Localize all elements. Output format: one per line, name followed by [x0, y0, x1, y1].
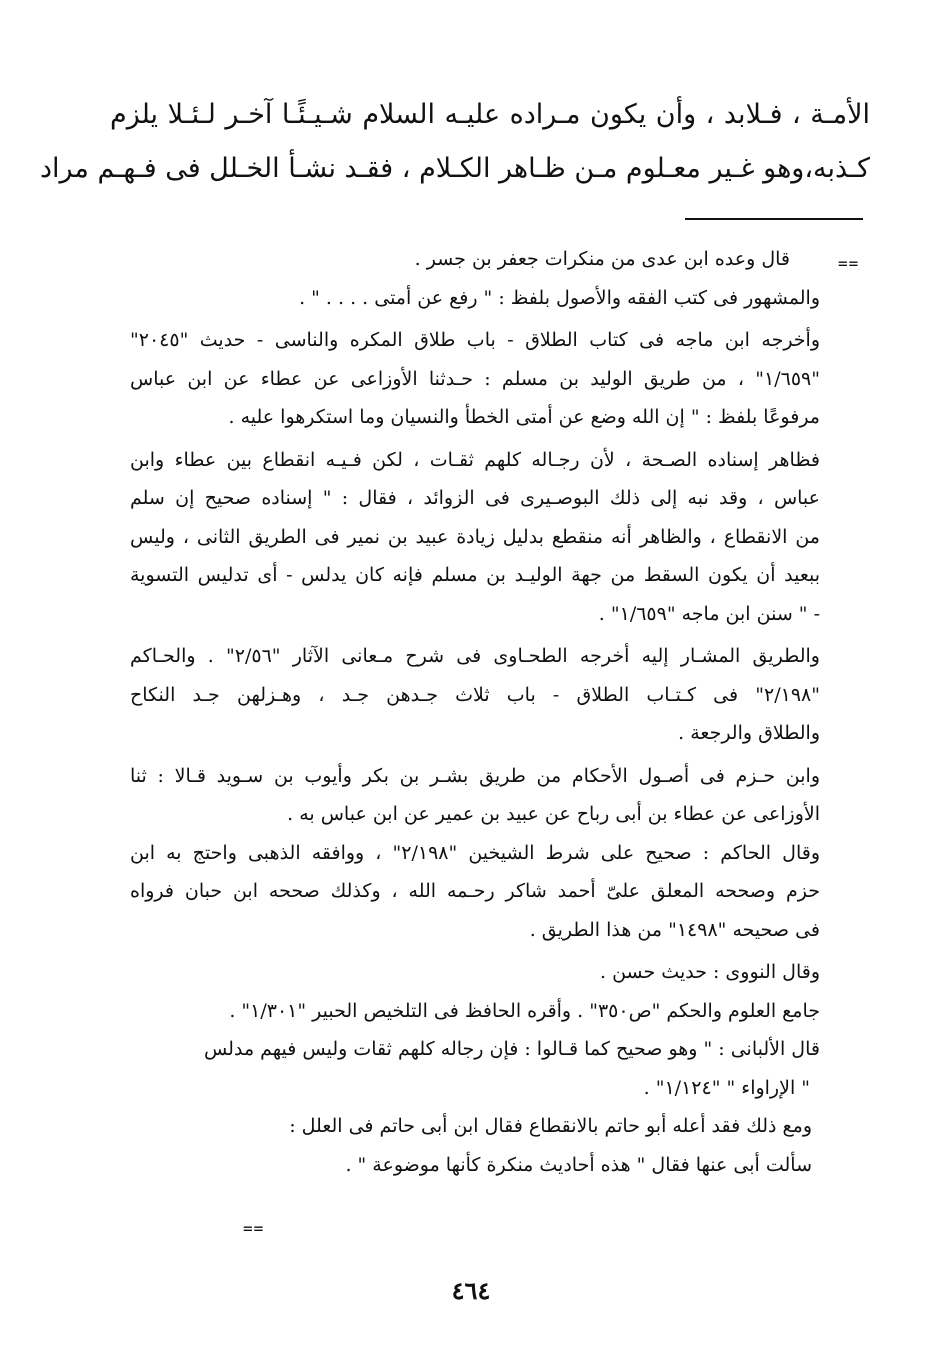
footnote-line: وابن حـزم فى أصـول الأحكام من طريق بشـر بن بكر وأيوب بن سـويد قـالا : ثنا [130, 764, 820, 787]
footnote-line: جامع العلوم والحكم "ص٣٥٠" . وأقره الحافظ فى التلخيص الحبير "١/٣٠١" . [229, 999, 820, 1022]
footnote-line: وقال الحاكم : صحيح على شرط الشيخين "٢/١٩٨" ، ووافقه الذهبى واحتج به ابن [130, 841, 820, 864]
footnotes [130, 240, 820, 1184]
footnote-line: مرفوعًا بلفظ : " إن الله وضع عن أمتى الخطأ والنسيان وما استكرهوا عليه . [228, 406, 820, 428]
footnote-line: ومع ذلك فقد أعله أبو حاتم بالانقطاع فقال ابن أبى حاتم فى العلل : [289, 1115, 812, 1137]
footnote-line: الأوزاعى عن عطاء بن أبى رباح عن عبيد بن عمير عن ابن عباس به . [287, 803, 820, 825]
footnote-line: ببعيد أن يكون السقط من جهة الوليـد بن مسلم فإنه كان يدلس - أى تدليس التسوية [130, 564, 820, 586]
footnote-line: "٢/١٩٨" فى كـتـاب الطلاق - باب ثلاث جـدهن جـد ، وهـزلهن جـد النكاح [130, 683, 820, 706]
footnote-line: قال وعده ابن عدى من منكرات جعفر بن جسر . [414, 248, 790, 270]
footnote-line: " الإراواء " "١/١٢٤" . [643, 1076, 810, 1099]
footnote-line: "١/٦٥٩" ، من طريق الوليد بن مسلم : حـدثنا الأوزاعى عن عطاء عن ابن عباس [130, 367, 820, 390]
footnote-line: والطلاق والرجعة . [678, 722, 820, 744]
footnote-line: وأخرجه ابن ماجه فى كتاب الطلاق - باب طلاق المكره والناسى - حديث "٢٠٤٥" [130, 329, 820, 351]
footnote-line: قال الألبانى : " وهو صحيح كما قـالوا : فإن رجاله كلهم ثقات وليس فيهم مدلس [203, 1038, 820, 1060]
main-text [40, 88, 870, 196]
footnote-continuation-marker-end: == [243, 1219, 265, 1238]
page-number: ٤٦٤ [451, 1276, 491, 1305]
footnote-line: حزم وصححه المعلق علىّ أحمد شاكر رحـمه الله ، وكذلك صححه ابن حبان فرواه [130, 880, 820, 902]
footnote-line: فظاهر إسناده الصـحة ، لأن رجـاله كلهم ثقـات ، لكن فـيـه انقطاع بين عطاء وابن [130, 448, 820, 471]
footnote-line: سألت أبى عنها فقال " هذه أحاديث منكرة كأنها موضوعة " . [345, 1153, 812, 1176]
main-text-line: كـذبه،وهو غـير معـلوم مـن ظـاهر الكـلام ، فقـد نشـأ الخـلل فى فـهـم مراد [40, 153, 870, 184]
footnote-line: من الانقطاع ، والظاهر أنه منقطع بدليل زيادة عبيد بن نمير فى الطريق الثانى ، وليس [130, 525, 820, 548]
footnote-continuation-marker-start: == [838, 254, 860, 273]
footnote-line: وقال النووى : حديث حسن . [600, 961, 820, 983]
footnote-line: والمشهور فى كتب الفقه والأصول بلفظ : " رفع عن أمتى . . . . " . [299, 286, 820, 309]
footnote-line: - " سنن ابن ماجه "١/٦٥٩" . [598, 602, 820, 625]
footnote-line: والطريق المشـار إليه أخرجه الطحـاوى فى شرح مـعانى الآثار "٢/٥٦" . والحـاكم [130, 645, 820, 667]
footnote-line: عباس ، وقد نبه إلى ذلك البوصـيرى فى الزوائد ، فقال : " إسناده صحيح إن سلم [130, 487, 820, 509]
footnote-separator [685, 218, 863, 220]
main-text-line: الأمـة ، فـلابد ، وأن يكون مـراده عليـه السلام شـيـئًـا آخـر لـئـلا يلزم [110, 99, 870, 130]
footnote-line: فى صحيحه "١٤٩٨" من هذا الطريق . [529, 918, 820, 941]
